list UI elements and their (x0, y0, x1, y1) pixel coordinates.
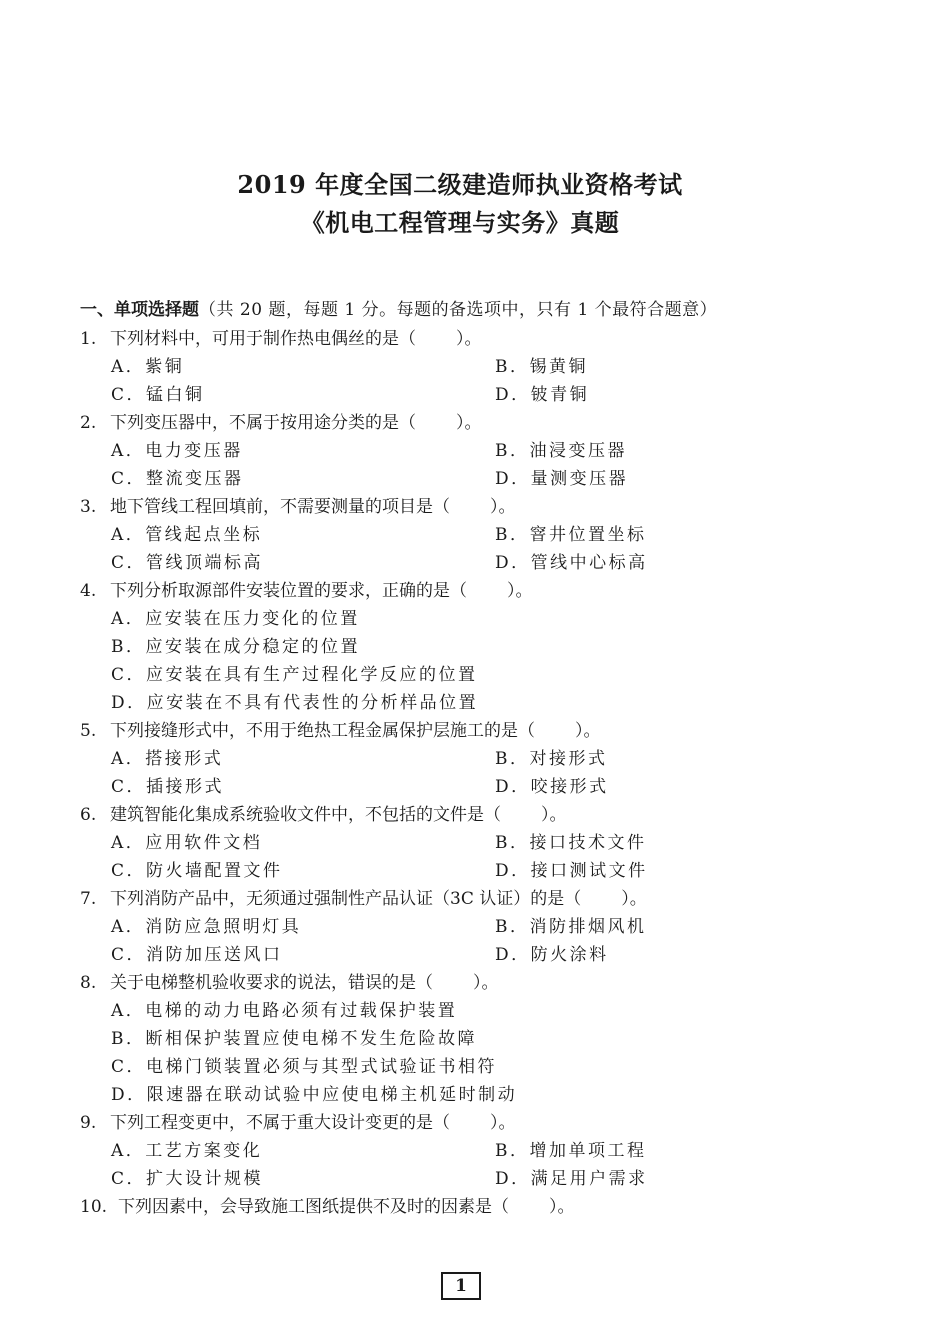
option-d: D．管线中心标高 (495, 553, 648, 573)
question-text: 下列材料中，可用于制作热电偶丝的是（ (110, 329, 416, 349)
question-number: 9. (80, 1113, 97, 1133)
question-tail: ）。 (456, 413, 482, 433)
section-heading (80, 299, 717, 321)
question-number: 6. (80, 805, 97, 825)
option-a: A．搭接形式 (111, 749, 224, 769)
question-text: 下列消防产品中，无须通过强制性产品认证（3C 认证）的是（ (110, 889, 582, 909)
question-stem (80, 720, 601, 742)
question-stem (80, 972, 499, 994)
option-b: B．接口技术文件 (495, 833, 647, 853)
option-a: A．应安装在压力变化的位置 (111, 609, 360, 629)
question-number: 7. (80, 889, 97, 909)
option-c: C．防火墙配置文件 (111, 861, 283, 881)
exam-title-line1: 2019 年度全国二级建造师执业资格考试 (237, 170, 683, 199)
question-tail: ）。 (575, 721, 601, 741)
question-tail: ）。 (549, 1197, 575, 1217)
question-text: 下列变压器中，不属于按用途分类的是（ (110, 413, 416, 433)
option-d: D．防火涂料 (495, 945, 609, 965)
option-b: B．对接形式 (495, 749, 608, 769)
option-b: B．锡黄铜 (495, 357, 588, 377)
question-tail: ）。 (456, 329, 482, 349)
option-b: B．消防排烟风机 (495, 917, 647, 937)
option-c: C．电梯门锁装置必须与其型式试验证书相符 (111, 1057, 498, 1077)
question-number: 1. (80, 329, 97, 349)
question-stem (80, 888, 647, 910)
option-d: D．应安装在不具有代表性的分析样品位置 (111, 693, 479, 713)
option-c: C．扩大设计规模 (111, 1169, 264, 1189)
option-a: A．紫铜 (111, 357, 185, 377)
option-a: A．工艺方案变化 (111, 1141, 263, 1161)
question-text: 关于电梯整机验收要求的说法，错误的是（ (110, 973, 433, 993)
question-stem (80, 412, 482, 434)
exam-title-line2: 《机电工程管理与实务》真题 (300, 208, 620, 237)
question-tail: ）。 (507, 581, 533, 601)
question-stem (80, 804, 567, 826)
question-number: 4. (80, 581, 97, 601)
question-text: 下列分析取源部件安装位置的要求，正确的是（ (110, 581, 467, 601)
option-d: D．满足用户需求 (495, 1169, 648, 1189)
question-number: 2. (80, 413, 97, 433)
option-b: B．断相保护装置应使电梯不发生危险故障 (111, 1029, 477, 1049)
question-number: 8. (80, 973, 97, 993)
option-d: D．量测变压器 (495, 469, 629, 489)
question-stem (80, 580, 533, 602)
question-number: 5. (80, 721, 97, 741)
option-c: C．应安装在具有生产过程化学反应的位置 (111, 665, 478, 685)
question-stem (80, 496, 516, 518)
question-tail: ）。 (473, 973, 499, 993)
option-c: C．消防加压送风口 (111, 945, 283, 965)
question-number: 10. (80, 1197, 108, 1217)
question-text: 下列工程变更中，不属于重大设计变更的是（ (110, 1113, 450, 1133)
option-b: B．增加单项工程 (495, 1141, 647, 1161)
option-d: D．咬接形式 (495, 777, 609, 797)
question-text: 下列因素中，会导致施工图纸提供不及时的因素是（ (118, 1197, 509, 1217)
option-b: B．应安装在成分稳定的位置 (111, 637, 360, 657)
question-tail: ）。 (621, 889, 647, 909)
page-number: 1 (441, 1272, 481, 1300)
section-note: （共 20 题，每题 1 分。每题的备选项中，只有 1 个最符合题意） (199, 300, 718, 320)
option-a: A．电力变压器 (111, 441, 243, 461)
question-text: 建筑智能化集成系统验收文件中，不包括的文件是（ (110, 805, 501, 825)
option-a: A．消防应急照明灯具 (111, 917, 302, 937)
question-tail: ）。 (490, 1113, 516, 1133)
question-stem (80, 328, 482, 350)
question-text: 地下管线工程回填前，不需要测量的项目是（ (110, 497, 450, 517)
question-stem (80, 1196, 575, 1218)
option-b: B．窨井位置坐标 (495, 525, 647, 545)
option-c: C．锰白铜 (111, 385, 205, 405)
question-stem (80, 1112, 516, 1134)
question-tail: ）。 (490, 497, 516, 517)
option-c: C．整流变压器 (111, 469, 244, 489)
option-d: D．铍青铜 (495, 385, 590, 405)
option-c: C．管线顶端标高 (111, 553, 264, 573)
option-d: D．接口测试文件 (495, 861, 648, 881)
option-d: D．限速器在联动试验中应使电梯主机延时制动 (111, 1085, 518, 1105)
option-c: C．插接形式 (111, 777, 225, 797)
option-a: A．应用软件文档 (111, 833, 263, 853)
option-a: A．电梯的动力电路必须有过载保护装置 (111, 1001, 458, 1021)
option-b: B．油浸变压器 (495, 441, 627, 461)
question-text: 下列接缝形式中，不用于绝热工程金属保护层施工的是（ (110, 721, 535, 741)
question-tail: ）。 (541, 805, 567, 825)
option-a: A．管线起点坐标 (111, 525, 263, 545)
question-number: 3. (80, 497, 97, 517)
section-title: 一、单项选择题 (80, 300, 199, 320)
